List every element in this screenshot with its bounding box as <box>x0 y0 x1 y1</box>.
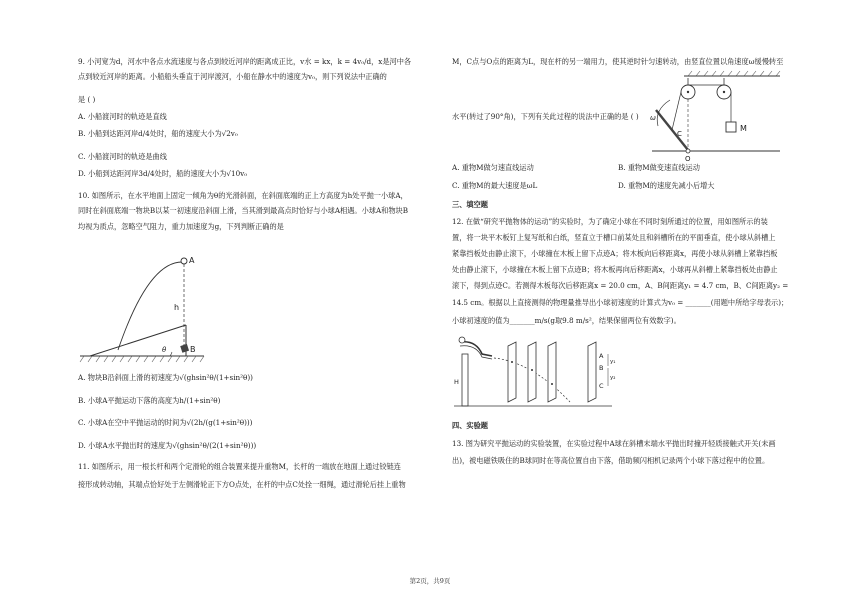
q12-line6: 14.5 cm。根据以上直接测得的物理量推导出小球初速度的计算式为v₀ = _______(用题中所给字母表示)； <box>452 298 789 307</box>
q11-cont-line2: 水平(转过了90°角)，下列有关此过程的说法中正确的是 ( ) <box>452 112 639 121</box>
q10-fig-label-h: h <box>174 303 180 312</box>
q10-fig-label-a: A <box>189 256 195 265</box>
q11-option-d: D. 重物M的速度先减小后增大 <box>618 181 715 190</box>
q12-line5: 滚下，得到点迹C。若测得木板每次后移距离x = 20.0 cm，A、B间距离y₁ = 4.7 cm，B、C间距离y₂ = <box>452 281 789 290</box>
q12-fig-label-a: A <box>599 352 604 360</box>
q12-fig-label-y2: y₂ <box>610 375 616 381</box>
q12-fig-label-b: B <box>599 364 604 372</box>
q12-line4: 处由静止滚下，小球撞在木板上留下点迹B；将木板再向后移距离x，小球再从斜槽上紧靠挡板处由静止 <box>452 265 778 274</box>
q10-line2: 同时在斜面底端一物块B以某一初速度沿斜面上滑，当其滑到最高点时恰好与小球A相遇。小球A和物块B <box>78 206 409 215</box>
q11-option-a: A. 重物M做匀速直线运动 <box>452 163 534 172</box>
q12-fig-label-y1: y₁ <box>610 359 616 365</box>
q10-line1: 10. 如图所示，在水平地面上固定一倾角为θ的光滑斜面，在斜面底端的正上方高度为h处平抛一小球A， <box>78 191 408 200</box>
q11-cont-line1: M，C点与O点的距离为L，现在杆的另一端用力，使其逆时针匀速转动，由竖直位置以角速度ω缓慢转至 <box>452 57 784 66</box>
q13-line1: 13. 图为研究平抛运动的实验装置，在实验过程中A球在斜槽末端水平抛出时撞开轻质接触式开关(未画 <box>452 439 776 448</box>
q11-fig-label-c: C <box>677 130 682 138</box>
q10-option-c: C. 小球A在空中平抛运动的时间为√(2h/(g(1+sin²θ))) <box>78 418 253 427</box>
q10-option-b: B. 小球A平抛运动下落的高度为h/(1+sin²θ) <box>78 396 221 405</box>
q11-line1: 11. 如图所示，用一根长杆和两个定滑轮的组合装置来提升重物M，长杆的一端放在地面上通过铰链连 <box>78 462 401 471</box>
q12-line3: 紧靠挡板处由静止滚下，小球撞在木板上留下点迹A；将木板向后移距离x，再使小球从斜槽上紧靠挡板 <box>452 249 778 258</box>
q11-fig-label-omega: ω <box>650 114 656 122</box>
q10-fig-label-b: B <box>190 345 196 354</box>
q9-option-c: C. 小船渡河时的轨迹是曲线 <box>78 152 167 161</box>
q10-incline-figure <box>78 240 208 366</box>
q12-line1: 12. 在做“研究平抛物体的运动”的实验时，为了确定小球在不同时刻所通过的位置，用如图所示的装 <box>452 217 768 226</box>
q9-option-b: B. 小船到达距河岸d/4处时，船的速度大小为√2v₀ <box>78 129 238 138</box>
q11-line2: 接形成转动轴，其端点恰好处于左侧滑轮正下方O点处，在杆的中点C处拴一细绳，通过滑轮后挂上重物 <box>78 480 406 489</box>
q11-option-c: C. 重物M的最大速度是ωL <box>452 181 538 190</box>
q11-fig-label-m: M <box>740 124 747 133</box>
q10-line3: 均视为质点，忽略空气阻力，重力加速度为g，下列判断正确的是 <box>78 222 284 231</box>
q10-option-d: D. 小球A水平抛出时的速度为√(ghsin²θ/(2(1+sin²θ))) <box>78 441 257 450</box>
section-experiment-heading: 四、实验题 <box>452 421 488 430</box>
q9-option-a: A. 小船渡河时的轨迹是直线 <box>78 112 167 121</box>
q13-line2: 出)，被电磁铁吸住的B球同时在等高位置自由下落，借助频闪相机记录两个小球下落过程中的位置。 <box>452 456 770 465</box>
q10-option-a: A. 物块B沿斜面上滑的初速度为√(ghsin²θ/(1+sin²θ)) <box>78 373 253 382</box>
q9-line1: 9. 小河宽为d，河水中各点水流速度与各点到较近河岸的距离成正比，v水 = kx，k = 4v₀/d，x是河中各 <box>78 57 412 66</box>
q12-line7: 小球初速度的值为_______m/s(g取9.8 m/s²，结果保留两位有效数字)。 <box>452 316 681 325</box>
q12-apparatus-figure <box>452 332 622 410</box>
q11-option-b: B. 重物M做变速直线运动 <box>618 163 700 172</box>
q12-fig-label-h: H <box>454 378 459 386</box>
q9-line3: 是 ( ) <box>78 95 96 104</box>
q11-pulley-figure <box>650 70 790 163</box>
q12-line2: 置，将一块平木板钉上复写纸和白纸，竖直立于槽口前某处且和斜槽所在的平面垂直，使小球从斜槽上 <box>452 233 776 242</box>
q10-fig-label-theta: θ <box>162 346 167 354</box>
q11-fig-label-o: O <box>685 155 691 163</box>
q9-option-d: D. 小船到达距河岸3d/4处时，船的速度大小为√10v₀ <box>78 169 248 178</box>
page-footer: 第2页，共9页 <box>409 577 451 585</box>
q9-line2: 点到较近河岸的距离。小船船头垂直于河岸渡河，小船在静水中的速度为v₀，则下列说法中正确的 <box>78 72 387 81</box>
q12-fig-label-c: C <box>599 382 604 390</box>
section-fill-in-heading: 三、填空题 <box>452 200 488 209</box>
